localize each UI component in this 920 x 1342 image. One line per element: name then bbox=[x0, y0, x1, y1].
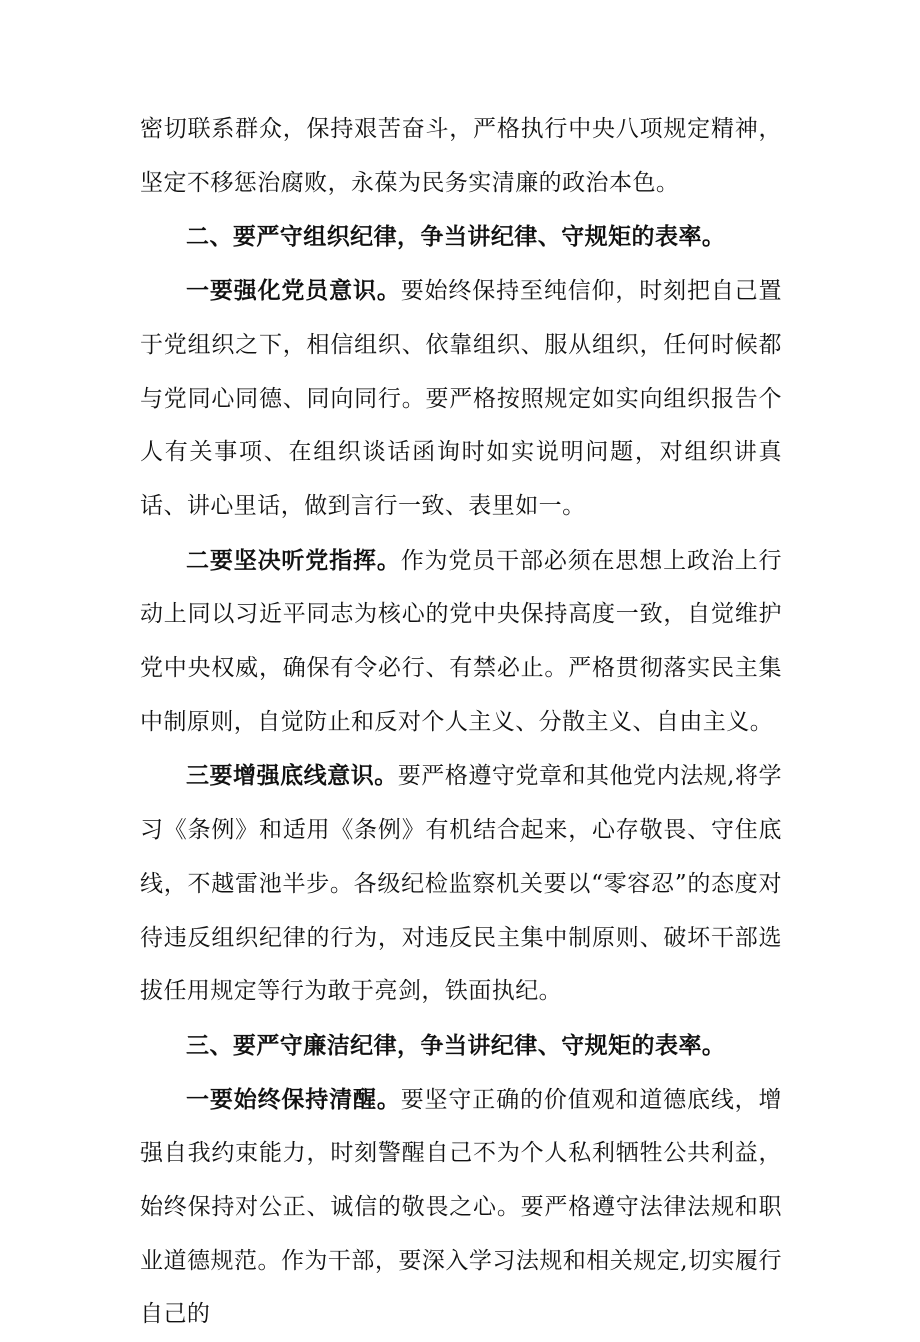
paragraph-party-awareness-text: 要始终保持至纯信仰，时刻把自己置于党组织之下，相信组织、依靠组织、服从组织，任何时候都与党同心同德、同向同行。要严格按照规定如实向组织报告个人有关事项、在组织谈话函询时如实说明问题，对组织讲真话、讲心里话，做到言行一致、表里如一。 bbox=[140, 278, 782, 519]
paragraph-stay-clear-minded-lead: 一要始终保持清醒。 bbox=[186, 1085, 401, 1113]
paragraph-party-awareness-lead: 一要强化党员意识。 bbox=[186, 277, 401, 305]
paragraph-stay-clear-minded-text: 要坚守正确的价值观和道德底线，增强自我约束能力，时刻警醒自己不为个人私利牺牲公共利益，始终保持对公正、诚信的敬畏之心。要严格遵守法律法规和职业道德规范。作为干部，要深入学习法规和相关规定,切实履行自己的 bbox=[140, 1086, 782, 1328]
paragraph-bottom-line-awareness bbox=[140, 749, 782, 1019]
paragraph-1 bbox=[140, 103, 782, 210]
paragraph-follow-party-command-text: 作为党员干部必须在思想上政治上行动上同以习近平同志为核心的党中央保持高度一致，自觉维护党中央权威，确保有令必行、有禁必止。严格贯彻落实民主集中制原则，自觉防止和反对个人主义、分散主义、自由主义。 bbox=[140, 547, 782, 735]
paragraph-1-text: 密切联系群众，保持艰苦奋斗，严格执行中央八项规定精神，坚定不移惩治腐败，永葆为民务实清廉的政治本色。 bbox=[140, 116, 782, 196]
paragraph-party-awareness bbox=[140, 264, 782, 534]
section-heading-integrity-discipline-text: 三、要严守廉洁纪律，争当讲纪律、守规矩的表率。 bbox=[186, 1031, 726, 1059]
section-heading-integrity-discipline bbox=[140, 1019, 782, 1073]
paragraph-follow-party-command bbox=[140, 534, 782, 750]
paragraph-bottom-line-awareness-text: 要严格遵守党章和其他党内法规,将学习《条例》和适用《条例》有机结合起来，心存敬畏、守住底线，不越雷池半步。各级纪检监察机关要以“零容忍”的态度对待违反组织纪律的行为，对违反民主集中制原则、破坏干部选拔任用规定等行为敢于亮剑，铁面执纪。 bbox=[140, 763, 782, 1005]
paragraph-stay-clear-minded bbox=[140, 1073, 782, 1342]
section-heading-organization-discipline bbox=[140, 210, 782, 264]
paragraph-follow-party-command-lead: 二要坚决听党指挥。 bbox=[186, 546, 401, 574]
document-body bbox=[140, 103, 782, 1342]
paragraph-bottom-line-awareness-lead: 三要增强底线意识。 bbox=[186, 762, 398, 790]
section-heading-organization-discipline-text: 二、要严守组织纪律，争当讲纪律、守规矩的表率。 bbox=[186, 223, 726, 251]
